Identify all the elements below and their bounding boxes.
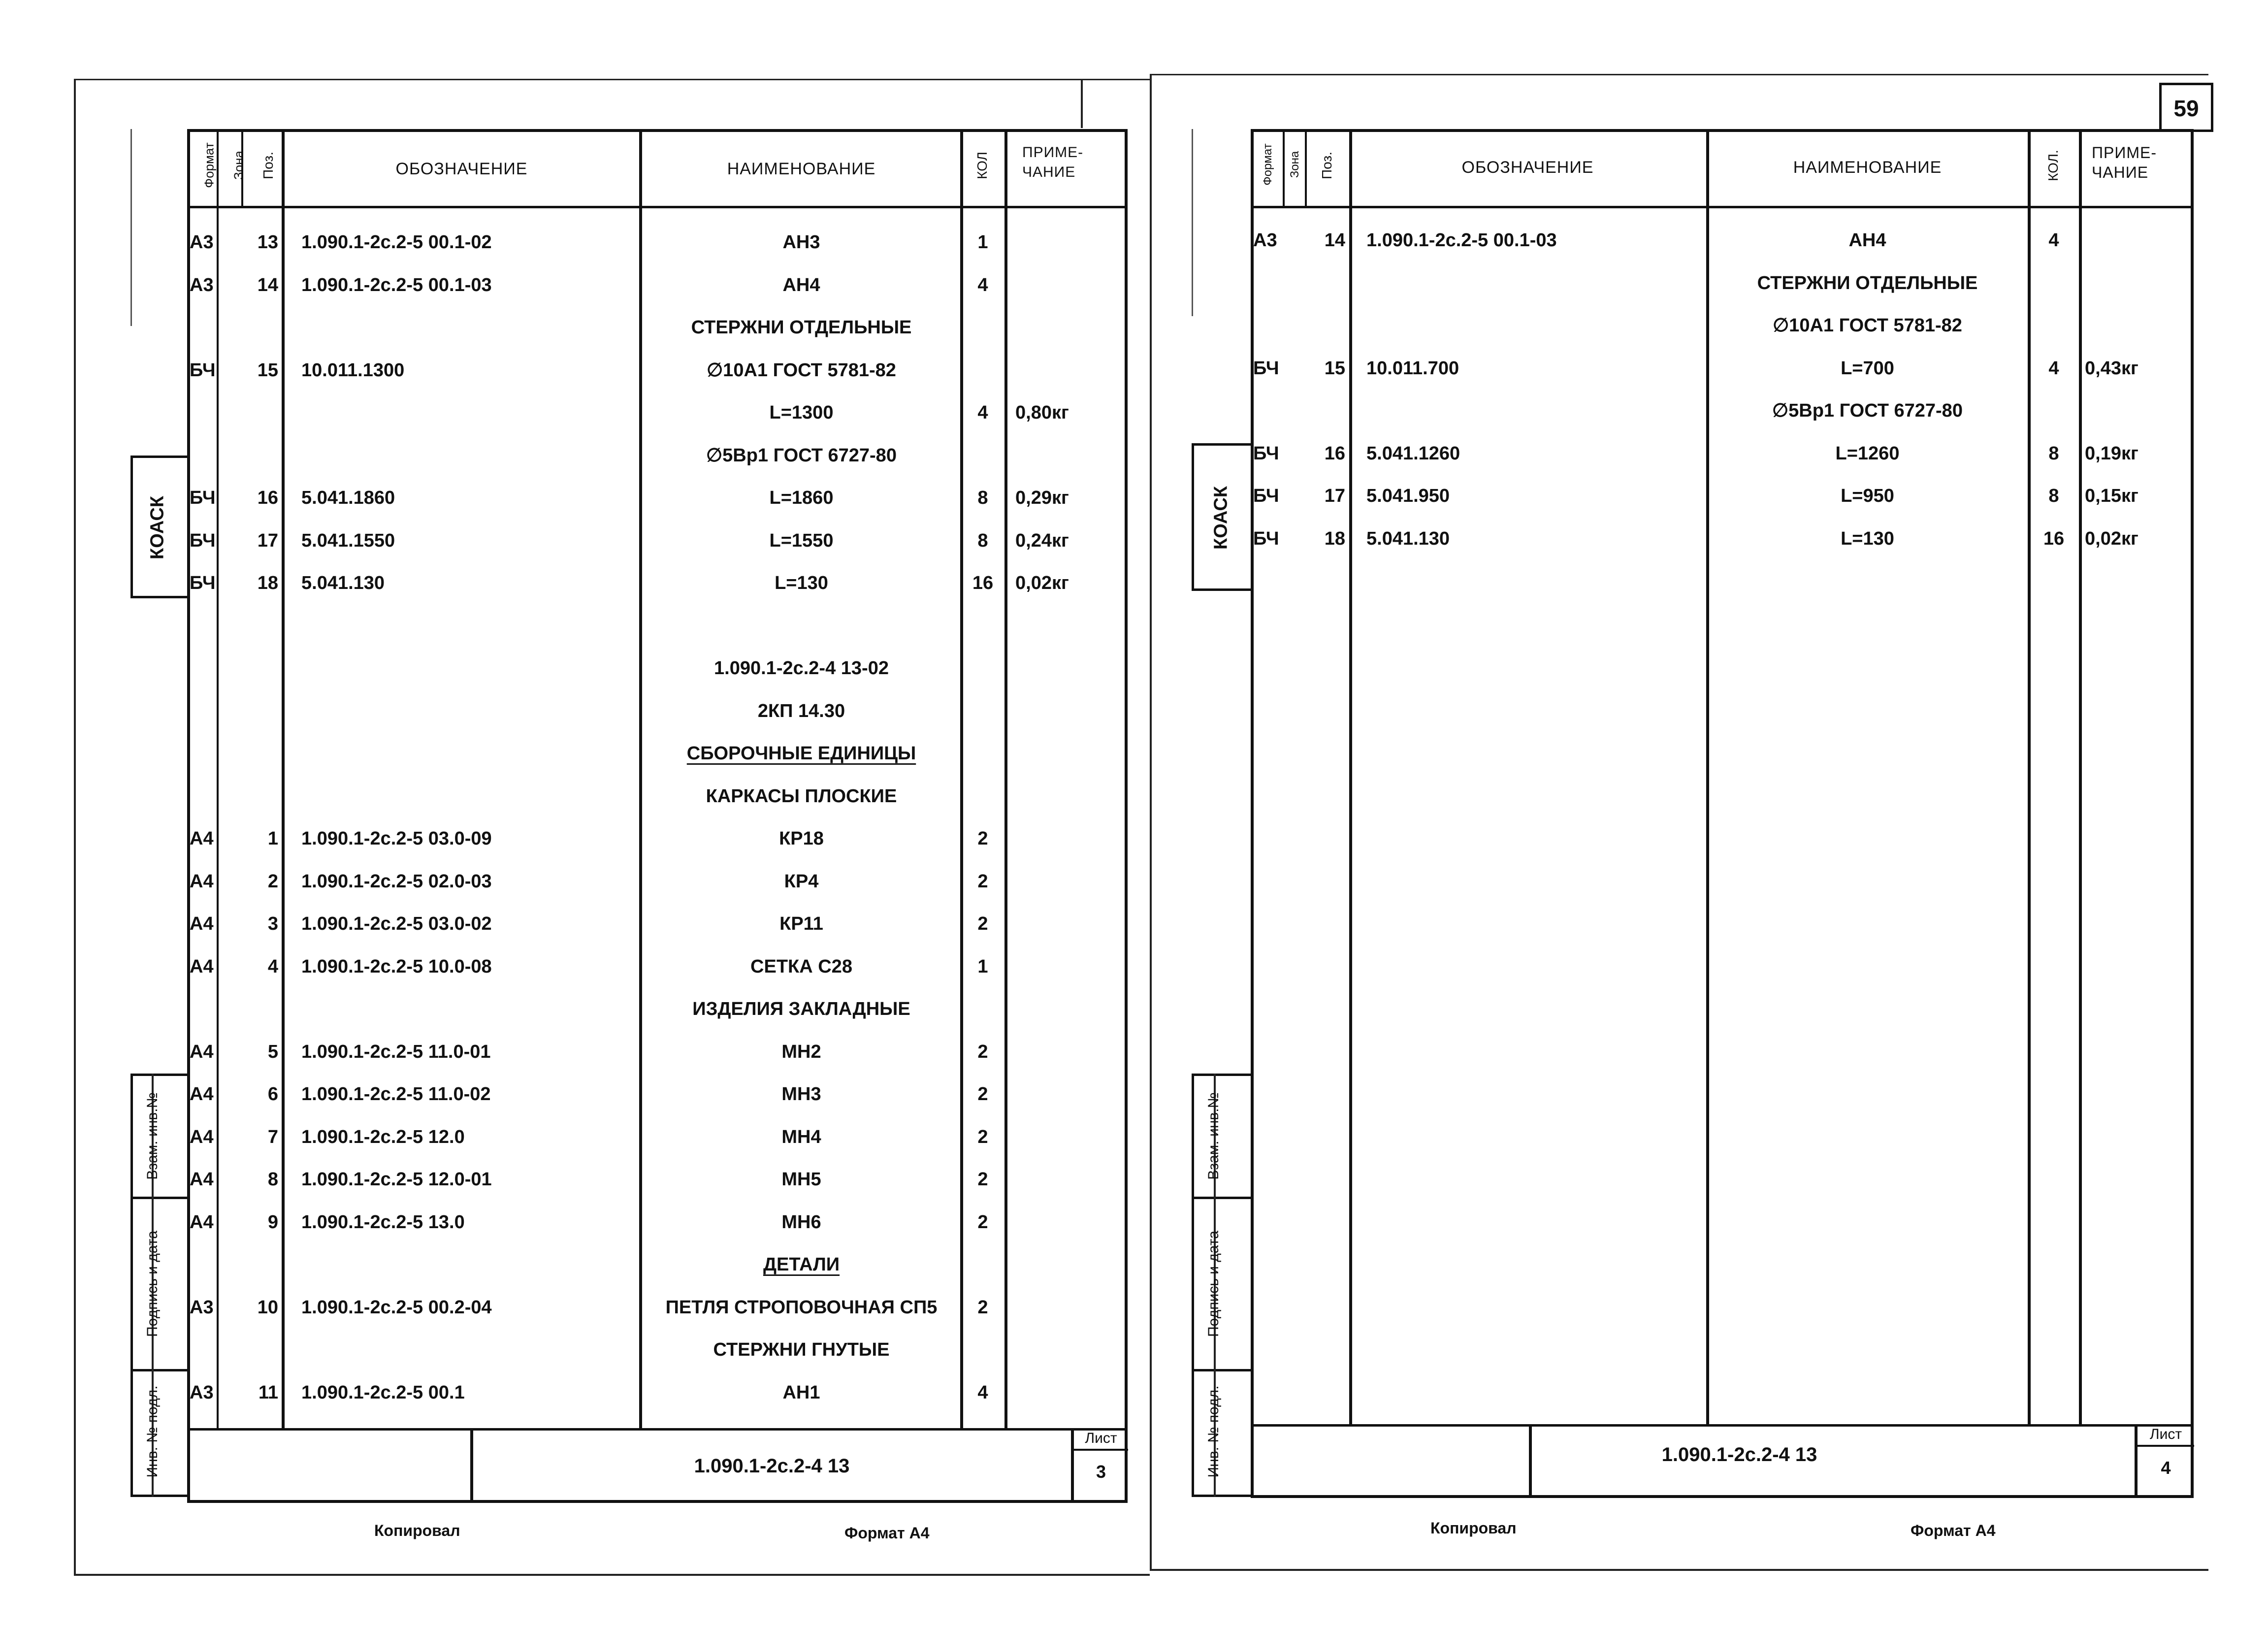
right-row-format: БЧ [1253,528,1279,549]
right-header-bottom-line [1251,206,2194,208]
right-side-upper-line [1192,129,1251,316]
right-row-note: 0,43кг [2085,358,2138,379]
left-row-designation: 1.090.1-2с.2-5 12.0-01 [301,1169,492,1190]
right-row-note: 0,02кг [2085,528,2138,549]
left-row-format: БЧ [190,488,216,508]
right-row-position: 18 [1324,528,1345,549]
right-stamp-box [1192,443,1251,591]
right-header-designation: ОБОЗНАЧЕНИЕ [1461,158,1594,177]
left-row-quantity: 2 [977,1041,988,1062]
left-side-upper-line [130,129,187,326]
right-header-zone: Зона [1288,151,1301,178]
left-col-line-designation [639,129,642,1429]
left-row-name: КР18 [779,828,824,849]
left-row-note: 0,02кг [1015,573,1069,593]
left-row-position: 2 [267,871,278,892]
right-row-format: БЧ [1253,358,1279,379]
right-header-pos: Поз. [1319,152,1334,179]
right-col-line-pos [1349,129,1352,1424]
right-row-quantity: 8 [2048,486,2059,506]
left-sheet-number-box [1071,1428,1128,1502]
left-col-line-pos [282,129,285,1429]
left-row-designation: 1.090.1-2с.2-5 10.0-08 [301,956,492,977]
left-row-format: А4 [190,828,214,849]
left-row-name: МН5 [781,1169,821,1190]
left-row-designation: 1.090.1-2с.2-5 12.0 [301,1126,465,1147]
left-row-designation: 1.090.1-2с.2-5 00.1-02 [301,232,492,253]
left-row-format: А4 [190,913,214,934]
right-row-format: БЧ [1253,486,1279,506]
right-side-label-vzam: Взам. инв.№ [1205,1092,1222,1180]
left-row-name: КАРКАСЫ ПЛОСКИЕ [706,785,897,807]
left-row-format: А4 [190,871,214,892]
right-row-name: L=130 [1841,528,1894,549]
left-row-name: СЕТКА С28 [750,956,852,977]
left-row-name: АН3 [782,232,820,253]
right-row-designation: 5.041.1260 [1366,443,1460,464]
left-row-quantity: 16 [972,573,994,593]
left-row-name: МН2 [781,1041,821,1062]
left-row-format: А4 [190,1084,214,1105]
left-row-quantity: 1 [977,232,988,253]
left-footer-copied: Копировал [374,1522,460,1539]
right-row-designation: 1.090.1-2с.2-5 00.1-03 [1366,230,1557,251]
left-row-name: АН4 [782,274,820,295]
left-row-designation: 1.090.1-2с.2-5 00.1 [301,1382,465,1403]
left-row-format: А4 [190,1126,214,1147]
left-row-position: 10 [257,1297,278,1318]
left-row-format: А4 [190,1041,214,1062]
right-row-name: L=1260 [1835,443,1900,464]
left-row-quantity: 8 [977,530,988,551]
left-row-quantity: 8 [977,488,988,508]
left-row-designation: 1.090.1-2с.2-5 11.0-01 [301,1041,491,1062]
left-row-designation: 1.090.1-2с.2-5 13.0 [301,1211,465,1233]
left-row-quantity: 2 [977,1297,988,1318]
right-row-name: ∅10А1 ГОСТ 5781-82 [1773,315,1962,336]
left-row-position: 1 [267,828,278,849]
right-stamp-text: КОАСК [1210,486,1231,550]
left-row-note: 0,29кг [1015,488,1069,508]
right-footer-copied: Копировал [1430,1519,1517,1537]
left-header-designation: ОБОЗНАЧЕНИЕ [395,160,528,178]
left-row-name: ПЕТЛЯ СТРОПОВОЧНАЯ СП5 [665,1297,938,1318]
left-row-position: 7 [267,1126,278,1147]
left-row-name: МН6 [781,1211,821,1233]
right-row-format: БЧ [1253,443,1279,464]
left-sheet-label: Лист [1085,1430,1117,1446]
left-title-block-top [187,1428,1128,1431]
right-side-label-podpis: Подпись и дата [1205,1231,1222,1337]
right-sheet-number: 4 [2161,1458,2171,1478]
right-row-position: 15 [1324,358,1345,379]
right-sheet-label: Лист [2149,1426,2182,1442]
right-side-label-inv: Инв. № подл. [1205,1385,1222,1478]
left-row-designation: 10.011.1300 [301,359,405,381]
left-row-format: А3 [190,274,214,295]
left-header-qty: КОЛ [974,152,990,179]
left-row-position: 3 [267,913,278,934]
right-row-name: ∅5Вр1 ГОСТ 6727-80 [1772,400,1963,421]
left-header-format: Формат [201,142,217,188]
right-sheet-number-box [2135,1424,2194,1498]
right-row-position: 14 [1324,230,1345,251]
left-row-position: 4 [267,956,278,977]
left-row-quantity: 2 [977,1126,988,1147]
right-row-format: А3 [1253,230,1277,251]
right-header-note-1: ПРИМЕ- [2092,144,2157,162]
left-row-position: 15 [257,359,278,381]
left-row-name: L=1550 [769,530,834,551]
left-side-label-podpis: Подпись и дата [144,1231,161,1337]
right-sheet-label-line [2138,1445,2194,1447]
left-side-label-inv: Инв. № подл. [144,1385,161,1478]
right-row-position: 16 [1324,443,1345,464]
left-row-name: 1.090.1-2с.2-4 13-02 [714,658,889,679]
right-col-line-zone [1305,129,1307,208]
right-row-name: L=700 [1841,358,1894,379]
left-row-position: 14 [257,274,278,295]
left-row-designation: 5.041.130 [301,573,385,593]
left-header-note-2: ЧАНИЕ [1022,164,1076,180]
right-header-qty: КОЛ. [2045,150,2061,181]
left-row-name: КР11 [779,913,823,934]
left-row-position: 6 [267,1084,278,1105]
right-row-quantity: 16 [2043,528,2065,549]
left-sheet-number: 3 [1096,1462,1106,1482]
left-row-note: 0,24кг [1015,530,1069,551]
left-row-name: ИЗДЕЛИЯ ЗАКЛАДНЫЕ [692,999,910,1019]
left-row-format: БЧ [190,530,216,551]
right-col-line-format [1283,129,1285,208]
left-side-label-vzam: Взам. инв.№ [144,1092,161,1180]
left-col-line-name [960,129,963,1429]
left-col-line-qty [1004,129,1007,1429]
right-row-quantity: 4 [2048,358,2059,379]
left-row-position: 11 [258,1382,278,1403]
left-header-name: НАИМЕНОВАНИЕ [727,160,876,178]
left-header-zone: Зона [231,151,246,180]
left-row-name: L=1300 [769,402,834,423]
left-title-code: 1.090.1-2с.2-4 13 [694,1455,850,1477]
left-header-bottom-line [187,206,1128,208]
left-row-name: ДЕТАЛИ [763,1254,840,1275]
left-row-note: 0,80кг [1015,402,1069,423]
left-row-designation: 5.041.1860 [301,488,395,508]
left-row-quantity: 2 [977,1211,988,1233]
left-row-name: L=130 [775,573,828,593]
left-sheet-label-line [1074,1449,1128,1451]
left-row-quantity: 2 [977,1084,988,1105]
right-page-number-box [2159,83,2213,132]
left-row-format: БЧ [190,359,216,381]
left-row-designation: 1.090.1-2с.2-5 11.0-02 [301,1084,491,1105]
left-row-designation: 1.090.1-2с.2-5 03.0-09 [301,828,492,849]
left-row-quantity: 2 [977,913,988,934]
left-row-name: 2КП 14.30 [757,700,845,721]
left-row-position: 13 [257,232,278,253]
left-row-designation: 1.090.1-2с.2-5 00.2-04 [301,1297,492,1318]
right-row-quantity: 8 [2048,443,2059,464]
left-row-format: А3 [190,1297,214,1318]
left-row-position: 18 [257,573,278,593]
right-row-name: СТЕРЖНИ ОТДЕЛЬНЫЕ [1757,272,1978,293]
right-title-block-top [1251,1424,2194,1427]
left-header-pos: Поз. [260,152,276,179]
left-stamp-text: КОАСК [147,496,168,559]
left-row-name: СТЕРЖНИ ОТДЕЛЬНЫЕ [691,317,912,338]
right-footer-format: Формат А4 [1911,1522,1996,1539]
left-row-position: 17 [257,530,278,551]
right-row-designation: 5.041.950 [1366,486,1450,506]
left-row-designation: 1.090.1-2с.2-5 03.0-02 [301,913,492,934]
left-row-designation: 1.090.1-2с.2-5 02.0-03 [301,871,492,892]
left-sheet-top-tab [1081,79,1145,128]
left-header-note-1: ПРИМЕ- [1022,144,1084,161]
right-row-name: L=950 [1841,486,1894,506]
left-row-name: АН1 [782,1382,820,1403]
left-row-format: А4 [190,956,214,977]
left-row-name: ∅10А1 ГОСТ 5781-82 [707,359,896,381]
left-row-position: 16 [257,488,278,508]
left-row-format: БЧ [190,573,216,593]
left-row-format: А3 [190,1382,214,1403]
right-row-designation: 10.011.700 [1366,358,1459,379]
right-row-quantity: 4 [2048,230,2059,251]
left-row-position: 5 [267,1041,278,1062]
left-row-name: ∅5Вр1 ГОСТ 6727-80 [706,445,897,466]
left-row-position: 9 [267,1211,278,1233]
left-row-format: А4 [190,1169,214,1190]
right-row-note: 0,19кг [2085,443,2138,464]
left-col-line-format [217,129,219,1429]
left-stamp-box [130,456,187,598]
left-footer-format: Формат А4 [844,1524,930,1542]
left-row-format: А4 [190,1211,214,1233]
right-header-format: Формат [1261,143,1274,186]
left-row-name: СТЕРЖНИ ГНУТЫЕ [713,1339,890,1360]
left-row-quantity: 4 [977,274,988,295]
left-row-format: А3 [190,232,214,253]
right-header-name: НАИМЕНОВАНИЕ [1793,158,1942,177]
left-row-quantity: 2 [977,828,988,849]
right-col-line-qty [2079,129,2082,1424]
left-row-name: МН4 [781,1126,821,1147]
right-row-name: АН4 [1848,230,1886,251]
left-row-quantity: 1 [977,956,988,977]
left-row-quantity: 2 [977,1169,988,1190]
right-row-note: 0,15кг [2085,486,2138,506]
left-row-position: 8 [267,1169,278,1190]
left-row-quantity: 4 [977,402,988,423]
right-page-number: 59 [2173,96,2199,121]
left-row-name: СБОРОЧНЫЕ ЕДИНИЦЫ [686,743,916,764]
left-row-designation: 1.090.1-2с.2-5 00.1-03 [301,274,492,295]
right-row-position: 17 [1324,486,1345,506]
right-title-code: 1.090.1-2с.2-4 13 [1661,1444,1817,1466]
right-row-designation: 5.041.130 [1366,528,1450,549]
left-row-quantity: 2 [977,871,988,892]
right-header-note-2: ЧАНИЕ [2092,163,2149,181]
left-row-name: МН3 [781,1084,821,1105]
left-row-quantity: 4 [977,1382,988,1403]
left-row-name: L=1860 [769,488,834,508]
left-row-designation: 5.041.1550 [301,530,395,551]
right-col-line-name [2028,129,2031,1424]
left-row-name: КР4 [784,871,819,892]
